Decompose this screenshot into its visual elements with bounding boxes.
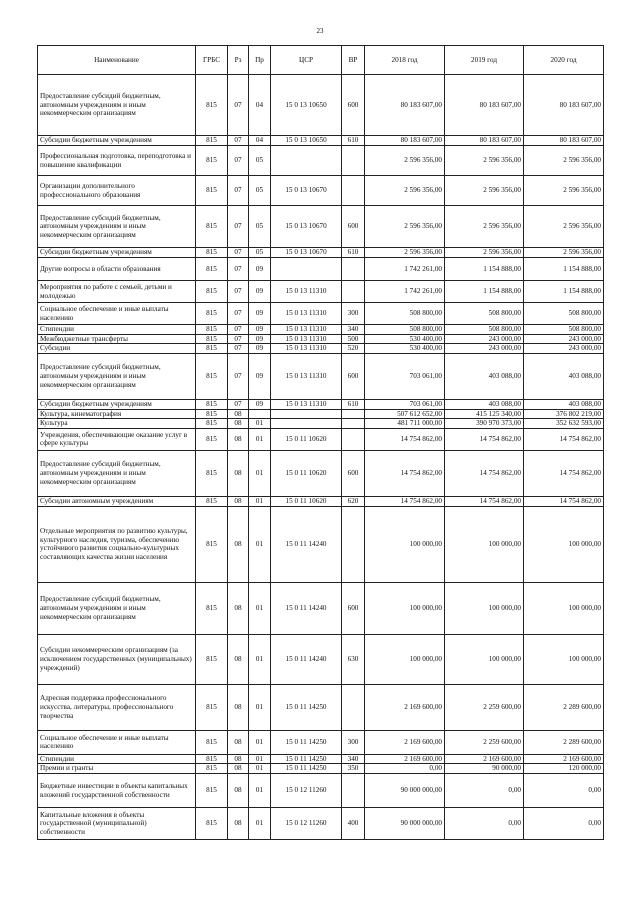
table-row	[38, 419, 604, 429]
cell-2020: 120 000,00	[524, 764, 604, 774]
cell-vr: 620	[342, 496, 365, 506]
cell-pr: 01	[249, 582, 271, 634]
table-row	[38, 136, 604, 146]
cell-2019: 508 800,00	[445, 303, 524, 325]
cell-grbs: 815	[196, 281, 228, 303]
cell-csr: 15 0 12 11260	[271, 774, 342, 808]
cell-2020: 2 596 356,00	[524, 206, 604, 248]
cell-2019: 243 000,00	[445, 334, 524, 344]
cell-2020: 2 289 600,00	[524, 684, 604, 730]
cell-2019: 2 259 600,00	[445, 684, 524, 730]
cell-2020: 403 088,00	[524, 353, 604, 399]
header-rz: Рз	[228, 46, 249, 75]
cell-2019: 2 169 600,00	[445, 754, 524, 764]
cell-name: Социальное обеспечение и иные выплаты населению	[38, 730, 196, 754]
cell-2018: 2 596 356,00	[365, 176, 445, 206]
cell-grbs: 815	[196, 684, 228, 730]
cell-2018: 90 000 000,00	[365, 774, 445, 808]
cell-2019: 508 800,00	[445, 325, 524, 335]
cell-name: Предоставление субсидий бюджетным, автономным учреждениям и иным некоммерческим организациям	[38, 450, 196, 496]
cell-pr: 04	[249, 136, 271, 146]
cell-grbs: 815	[196, 353, 228, 399]
cell-vr: 630	[342, 634, 365, 684]
cell-name: Мероприятия по работе с семьей, детьми и молодежью	[38, 281, 196, 303]
cell-csr: 15 0 11 14250	[271, 730, 342, 754]
cell-2019: 100 000,00	[445, 506, 524, 582]
cell-csr: 15 0 11 14250	[271, 754, 342, 764]
cell-name: Отдельные мероприятия по развитию культуры, культурного наследия, туризма, обеспечению устойчивого развития социально-культурных составляющих качества жизни населения	[38, 506, 196, 582]
cell-pr: 01	[249, 730, 271, 754]
cell-name: Субсидии бюджетным учреждениям	[38, 136, 196, 146]
cell-2019: 243 000,00	[445, 344, 524, 354]
cell-csr: 15 0 12 11260	[271, 808, 342, 840]
cell-rz: 07	[228, 281, 249, 303]
cell-2018: 703 061,00	[365, 353, 445, 399]
cell-pr: 01	[249, 808, 271, 840]
cell-rz: 08	[228, 419, 249, 429]
cell-rz: 08	[228, 634, 249, 684]
cell-vr: 300	[342, 303, 365, 325]
cell-grbs: 815	[196, 506, 228, 582]
cell-2020: 2 289 600,00	[524, 730, 604, 754]
table-row	[38, 399, 604, 409]
cell-2020: 1 154 888,00	[524, 281, 604, 303]
cell-csr	[271, 409, 342, 419]
cell-grbs: 815	[196, 428, 228, 450]
cell-vr	[342, 428, 365, 450]
cell-2020: 0,00	[524, 808, 604, 840]
table-row	[38, 808, 604, 840]
cell-csr: 15 0 11 14240	[271, 506, 342, 582]
cell-2018: 90 000 000,00	[365, 808, 445, 840]
cell-csr: 15 0 13 10670	[271, 206, 342, 248]
cell-grbs: 815	[196, 146, 228, 176]
cell-csr	[271, 146, 342, 176]
cell-2019: 80 183 607,00	[445, 75, 524, 136]
cell-name: Учреждения, обеспечивающие оказание услуг в сфере культуры	[38, 428, 196, 450]
cell-2018: 100 000,00	[365, 634, 445, 684]
cell-grbs: 815	[196, 730, 228, 754]
cell-rz: 07	[228, 344, 249, 354]
cell-grbs: 815	[196, 344, 228, 354]
cell-name: Межбюджетные трансферты	[38, 334, 196, 344]
cell-pr: 01	[249, 450, 271, 496]
table-row	[38, 344, 604, 354]
table-row	[38, 353, 604, 399]
table-header-row	[38, 46, 604, 75]
header-vr: ВР	[342, 46, 365, 75]
cell-2018: 14 754 862,00	[365, 450, 445, 496]
cell-grbs: 815	[196, 176, 228, 206]
cell-vr	[342, 258, 365, 281]
cell-name: Субсидии	[38, 344, 196, 354]
cell-name: Предоставление субсидий бюджетным, автономным учреждениям и иным некоммерческим организациям	[38, 206, 196, 248]
cell-2020: 2 596 356,00	[524, 146, 604, 176]
cell-2019: 1 154 888,00	[445, 258, 524, 281]
cell-vr	[342, 409, 365, 419]
cell-name: Субсидии бюджетным учреждениям	[38, 399, 196, 409]
table-row	[38, 496, 604, 506]
table-row	[38, 428, 604, 450]
cell-csr: 15 0 11 14240	[271, 634, 342, 684]
cell-grbs: 815	[196, 774, 228, 808]
cell-name: Профессиональная подготовка, переподготовка и повышение квалификации	[38, 146, 196, 176]
cell-2018: 2 169 600,00	[365, 730, 445, 754]
table-row	[38, 248, 604, 258]
table-row	[38, 258, 604, 281]
header-2020: 2020 год	[524, 46, 604, 75]
cell-grbs: 815	[196, 206, 228, 248]
cell-name: Премии и гранты	[38, 764, 196, 774]
cell-name: Субсидии бюджетным учреждениям	[38, 248, 196, 258]
cell-pr: 09	[249, 281, 271, 303]
cell-2018: 80 183 607,00	[365, 75, 445, 136]
table-row	[38, 281, 604, 303]
cell-rz: 08	[228, 764, 249, 774]
cell-csr: 15 0 13 11310	[271, 334, 342, 344]
cell-grbs: 815	[196, 409, 228, 419]
cell-csr: 15 0 13 11310	[271, 281, 342, 303]
cell-rz: 07	[228, 303, 249, 325]
cell-grbs: 815	[196, 334, 228, 344]
cell-vr	[342, 281, 365, 303]
cell-2019: 403 088,00	[445, 353, 524, 399]
cell-pr: 05	[249, 248, 271, 258]
cell-name: Адресная поддержка профессионального искусства, литературы, профессионального творчества	[38, 684, 196, 730]
cell-2019: 90 000,00	[445, 764, 524, 774]
cell-rz: 07	[228, 206, 249, 248]
cell-2019: 80 183 607,00	[445, 136, 524, 146]
header-pr: Пр	[249, 46, 271, 75]
cell-2018: 508 800,00	[365, 325, 445, 335]
cell-rz: 07	[228, 176, 249, 206]
cell-2019: 2 259 600,00	[445, 730, 524, 754]
cell-csr: 15 0 13 10650	[271, 75, 342, 136]
page-number: 23	[316, 27, 324, 35]
cell-2018: 1 742 261,00	[365, 281, 445, 303]
cell-name: Предоставление субсидий бюджетным, автономным учреждениям и иным некоммерческим организациям	[38, 582, 196, 634]
cell-2020: 2 596 356,00	[524, 176, 604, 206]
header-2018: 2018 год	[365, 46, 445, 75]
cell-vr: 610	[342, 248, 365, 258]
cell-2019: 0,00	[445, 808, 524, 840]
cell-2020: 508 800,00	[524, 303, 604, 325]
cell-pr: 09	[249, 334, 271, 344]
cell-2018: 507 612 652,00	[365, 409, 445, 419]
cell-2020: 14 754 862,00	[524, 428, 604, 450]
budget-table	[37, 45, 604, 840]
cell-grbs: 815	[196, 634, 228, 684]
cell-csr: 15 0 11 10620	[271, 496, 342, 506]
cell-rz: 08	[228, 754, 249, 764]
cell-rz: 08	[228, 409, 249, 419]
cell-2020: 243 000,00	[524, 344, 604, 354]
cell-2018: 530 400,00	[365, 344, 445, 354]
cell-rz: 07	[228, 258, 249, 281]
cell-pr: 01	[249, 754, 271, 764]
cell-2019: 14 754 862,00	[445, 428, 524, 450]
cell-grbs: 815	[196, 450, 228, 496]
cell-grbs: 815	[196, 496, 228, 506]
cell-2019: 100 000,00	[445, 582, 524, 634]
cell-grbs: 815	[196, 325, 228, 335]
table-row	[38, 334, 604, 344]
cell-pr: 09	[249, 353, 271, 399]
cell-name: Бюджетные инвестиции в объекты капитальных вложений государственной собственности	[38, 774, 196, 808]
cell-name: Другие вопросы в области образования	[38, 258, 196, 281]
cell-vr: 600	[342, 206, 365, 248]
cell-name: Культура, кинематография	[38, 409, 196, 419]
header-name: Наименование	[38, 46, 196, 75]
cell-2018: 0,00	[365, 764, 445, 774]
cell-rz: 08	[228, 730, 249, 754]
cell-2018: 530 400,00	[365, 334, 445, 344]
cell-csr: 15 0 13 11310	[271, 303, 342, 325]
cell-rz: 08	[228, 774, 249, 808]
cell-pr: 01	[249, 496, 271, 506]
cell-vr: 350	[342, 764, 365, 774]
cell-2018: 2 596 356,00	[365, 146, 445, 176]
cell-vr: 400	[342, 808, 365, 840]
cell-pr: 09	[249, 399, 271, 409]
cell-vr	[342, 419, 365, 429]
cell-name: Предоставление субсидий бюджетным, автономным учреждениям и иным некоммерческим организациям	[38, 75, 196, 136]
cell-2019: 14 754 862,00	[445, 496, 524, 506]
cell-pr: 01	[249, 506, 271, 582]
cell-2020: 80 183 607,00	[524, 136, 604, 146]
cell-pr: 01	[249, 764, 271, 774]
cell-csr: 15 0 13 11310	[271, 344, 342, 354]
cell-csr: 15 0 13 10650	[271, 136, 342, 146]
cell-vr	[342, 774, 365, 808]
cell-rz: 08	[228, 808, 249, 840]
cell-2019: 0,00	[445, 774, 524, 808]
cell-name: Организации дополнительного профессионального образования	[38, 176, 196, 206]
cell-vr: 520	[342, 344, 365, 354]
cell-csr: 15 0 13 11310	[271, 325, 342, 335]
table-row	[38, 75, 604, 136]
cell-grbs: 815	[196, 258, 228, 281]
cell-2018: 80 183 607,00	[365, 136, 445, 146]
cell-vr: 340	[342, 325, 365, 335]
cell-2020: 243 000,00	[524, 334, 604, 344]
cell-2020: 2 596 356,00	[524, 248, 604, 258]
cell-csr: 15 0 11 10620	[271, 450, 342, 496]
table-row	[38, 506, 604, 582]
table-row	[38, 684, 604, 730]
table-row	[38, 325, 604, 335]
cell-pr: 04	[249, 75, 271, 136]
cell-pr: 05	[249, 206, 271, 248]
cell-pr: 05	[249, 146, 271, 176]
cell-name: Капитальные вложения в объекты государственной (муниципальной) собственности	[38, 808, 196, 840]
cell-name: Социальное обеспечение и иные выплаты населению	[38, 303, 196, 325]
table-row	[38, 774, 604, 808]
cell-grbs: 815	[196, 764, 228, 774]
cell-2019: 2 596 356,00	[445, 176, 524, 206]
cell-grbs: 815	[196, 136, 228, 146]
cell-2018: 14 754 862,00	[365, 496, 445, 506]
cell-2018: 14 754 862,00	[365, 428, 445, 450]
cell-csr: 15 0 13 11310	[271, 399, 342, 409]
header-2019: 2019 год	[445, 46, 524, 75]
cell-2020: 508 800,00	[524, 325, 604, 335]
cell-2020: 2 169 600,00	[524, 754, 604, 764]
cell-2020: 403 088,00	[524, 399, 604, 409]
table-row	[38, 754, 604, 764]
cell-rz: 07	[228, 248, 249, 258]
cell-2018: 2 596 356,00	[365, 206, 445, 248]
cell-vr: 500	[342, 334, 365, 344]
cell-rz: 08	[228, 450, 249, 496]
cell-pr: 09	[249, 325, 271, 335]
cell-vr: 610	[342, 399, 365, 409]
cell-grbs: 815	[196, 303, 228, 325]
cell-grbs: 815	[196, 419, 228, 429]
cell-pr: 01	[249, 774, 271, 808]
table-row	[38, 176, 604, 206]
cell-2018: 100 000,00	[365, 582, 445, 634]
cell-grbs: 815	[196, 248, 228, 258]
cell-2018: 703 061,00	[365, 399, 445, 409]
cell-2020: 100 000,00	[524, 582, 604, 634]
table-row	[38, 303, 604, 325]
cell-vr: 610	[342, 136, 365, 146]
table-row	[38, 764, 604, 774]
cell-pr: 01	[249, 634, 271, 684]
cell-2019: 390 970 373,00	[445, 419, 524, 429]
cell-rz: 07	[228, 334, 249, 344]
cell-csr: 15 0 11 14240	[271, 582, 342, 634]
cell-csr: 15 0 11 10620	[271, 428, 342, 450]
cell-grbs: 815	[196, 582, 228, 634]
cell-2020: 100 000,00	[524, 634, 604, 684]
cell-csr: 15 0 13 10670	[271, 248, 342, 258]
table-row	[38, 206, 604, 248]
cell-2019: 403 088,00	[445, 399, 524, 409]
cell-2019: 100 000,00	[445, 634, 524, 684]
cell-pr: 09	[249, 258, 271, 281]
cell-2019: 1 154 888,00	[445, 281, 524, 303]
cell-2020: 352 632 593,00	[524, 419, 604, 429]
cell-name: Стипендии	[38, 754, 196, 764]
cell-2019: 415 125 340,00	[445, 409, 524, 419]
cell-2020: 80 183 607,00	[524, 75, 604, 136]
cell-2020: 0,00	[524, 774, 604, 808]
table-row	[38, 146, 604, 176]
cell-2018: 2 596 356,00	[365, 248, 445, 258]
cell-rz: 07	[228, 399, 249, 409]
cell-vr	[342, 506, 365, 582]
cell-rz: 08	[228, 582, 249, 634]
cell-vr: 600	[342, 450, 365, 496]
cell-vr: 340	[342, 754, 365, 764]
cell-rz: 08	[228, 684, 249, 730]
cell-pr: 05	[249, 176, 271, 206]
cell-name: Стипендии	[38, 325, 196, 335]
cell-rz: 07	[228, 353, 249, 399]
cell-csr	[271, 258, 342, 281]
cell-csr	[271, 419, 342, 429]
cell-2018: 2 169 600,00	[365, 684, 445, 730]
cell-rz: 08	[228, 428, 249, 450]
cell-csr: 15 0 11 14250	[271, 764, 342, 774]
cell-csr: 15 0 13 10670	[271, 176, 342, 206]
cell-grbs: 815	[196, 754, 228, 764]
table-row	[38, 730, 604, 754]
cell-rz: 07	[228, 136, 249, 146]
cell-csr: 15 0 11 14250	[271, 684, 342, 730]
cell-2019: 2 596 356,00	[445, 146, 524, 176]
cell-vr: 600	[342, 353, 365, 399]
cell-grbs: 815	[196, 808, 228, 840]
table-row	[38, 582, 604, 634]
cell-pr: 01	[249, 684, 271, 730]
cell-pr: 01	[249, 419, 271, 429]
cell-vr: 300	[342, 730, 365, 754]
table-row	[38, 634, 604, 684]
cell-name: Субсидии автономным учреждениям	[38, 496, 196, 506]
cell-rz: 07	[228, 75, 249, 136]
cell-2020: 100 000,00	[524, 506, 604, 582]
cell-pr: 01	[249, 428, 271, 450]
cell-name: Предоставление субсидий бюджетным, автономным учреждениям и иным некоммерческим организациям	[38, 353, 196, 399]
cell-pr	[249, 409, 271, 419]
cell-name: Субсидии некоммерческим организациям (за исключением государственных (муниципальных) учреждений)	[38, 634, 196, 684]
cell-2020: 14 754 862,00	[524, 450, 604, 496]
cell-grbs: 815	[196, 75, 228, 136]
cell-rz: 08	[228, 506, 249, 582]
cell-grbs: 815	[196, 399, 228, 409]
cell-2020: 376 802 219,00	[524, 409, 604, 419]
cell-vr	[342, 146, 365, 176]
header-grbs: ГРБС	[196, 46, 228, 75]
cell-2020: 14 754 862,00	[524, 496, 604, 506]
cell-2020: 1 154 888,00	[524, 258, 604, 281]
cell-vr: 600	[342, 582, 365, 634]
cell-vr	[342, 176, 365, 206]
cell-rz: 08	[228, 496, 249, 506]
cell-2019: 2 596 356,00	[445, 206, 524, 248]
header-csr: ЦСР	[271, 46, 342, 75]
cell-vr	[342, 684, 365, 730]
table-row	[38, 450, 604, 496]
cell-vr: 600	[342, 75, 365, 136]
cell-pr: 09	[249, 303, 271, 325]
cell-rz: 07	[228, 325, 249, 335]
cell-2018: 1 742 261,00	[365, 258, 445, 281]
cell-2018: 508 800,00	[365, 303, 445, 325]
cell-rz: 07	[228, 146, 249, 176]
cell-2019: 14 754 862,00	[445, 450, 524, 496]
cell-name: Культура	[38, 419, 196, 429]
table-row	[38, 409, 604, 419]
cell-pr: 09	[249, 344, 271, 354]
cell-2018: 481 711 000,00	[365, 419, 445, 429]
cell-2018: 100 000,00	[365, 506, 445, 582]
cell-2019: 2 596 356,00	[445, 248, 524, 258]
cell-csr: 15 0 13 11310	[271, 353, 342, 399]
cell-2018: 2 169 600,00	[365, 754, 445, 764]
